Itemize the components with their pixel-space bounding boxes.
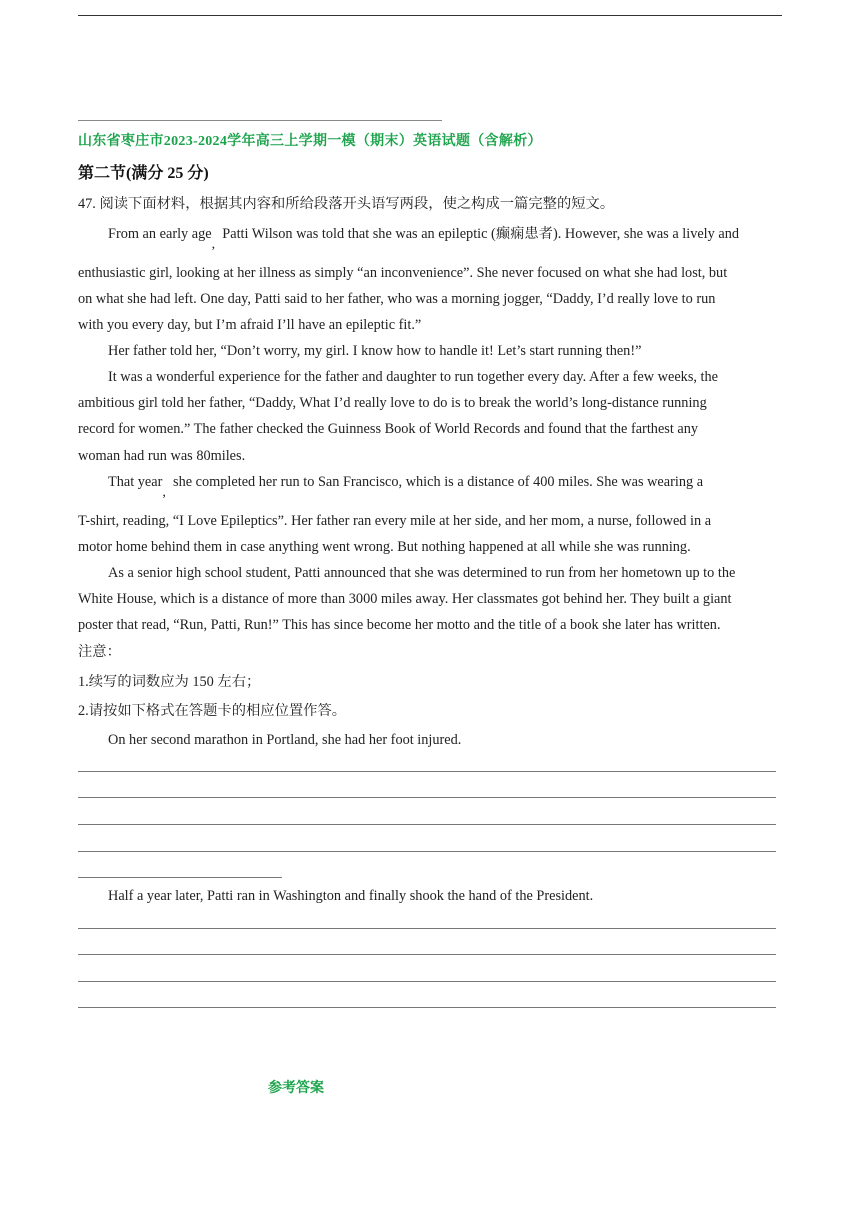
passage-line: White House, which is a distance of more than 3000 miles away. Her classmates got behind her. They built a giant — [78, 591, 732, 607]
writing-line[interactable] — [78, 1007, 776, 1008]
passage-line: woman had run was 80miles. — [78, 448, 246, 464]
writing-line[interactable] — [78, 824, 776, 825]
writing-line[interactable] — [78, 877, 282, 878]
notes-label: 注意： — [78, 644, 121, 660]
stray-comma: , — [211, 237, 216, 252]
writing-line[interactable] — [78, 954, 776, 955]
header-rule — [78, 15, 782, 16]
passage-fragment: That year — [108, 474, 163, 490]
note-item: 2.请按如下格式在答题卡的相应位置作答。 — [78, 703, 347, 719]
passage-fragment: From an early age — [108, 226, 212, 242]
question-instruction: 47. 阅读下面材料，根据其内容和所给段落开头语写两段，使之构成一篇完整的短文。 — [78, 196, 615, 212]
passage-line: poster that read, “Run, Patti, Run!” This has since become her motto and the title of a book she later has written. — [78, 617, 721, 633]
passage-line: It was a wonderful experience for the father and daughter to run together every day. After a few weeks, the — [108, 369, 718, 385]
note-item: 1.续写的词数应为 150 左右； — [78, 674, 261, 690]
passage-line: record for women.” The father checked the Guinness Book of World Records and found that the farthest any — [78, 421, 699, 437]
passage-line: with you every day, but I’m afraid I’ll have an epileptic fit.” — [78, 317, 422, 333]
passage-fragment: Patti Wilson was told that she was an epileptic (癫痫患者). However, she was a lively and — [222, 226, 740, 242]
passage-line: T-shirt, reading, “I Love Epileptics”. Her father ran every mile at her side, and her mom, a nurse, followed in a — [78, 513, 712, 529]
stray-comma: , — [162, 485, 166, 500]
writing-line[interactable] — [78, 981, 776, 982]
passage-line: As a senior high school student, Patti announced that she was determined to run from her hometown up to the — [108, 565, 736, 581]
writing-line[interactable] — [78, 771, 776, 772]
paragraph-starter-1: On her second marathon in Portland, she had her foot injured. — [108, 732, 462, 748]
passage-line — [108, 472, 782, 500]
writing-line[interactable] — [78, 851, 776, 852]
writing-line[interactable] — [78, 928, 776, 929]
passage-line: Her father told her, “Don’t worry, my girl. I know how to handle it! Let’s start running then!” — [108, 343, 642, 359]
passage-line: enthusiastic girl, looking at her illness as simply “an inconvenience”. She never focused on what she had lost, but — [78, 265, 728, 281]
writing-line[interactable] — [78, 797, 776, 798]
answer-label: 参考答案 — [268, 1081, 324, 1096]
passage-line: ambitious girl told her father, “Daddy, What I’d really love to do is to break the world’s long-distance running — [78, 395, 707, 411]
section-title: 第二节(满分 25 分) — [78, 165, 209, 182]
passage-line — [108, 224, 782, 252]
paragraph-starter-2: Half a year later, Patti ran in Washington and finally shook the hand of the President. — [108, 888, 594, 904]
passage-line: on what she had left. One day, Patti said to her father, who was a morning jogger, “Daddy, I’d really love to run — [78, 291, 716, 307]
source-title: 山东省枣庄市2023-2024学年高三上学期一模（期末）英语试题（含解析） — [78, 134, 542, 149]
passage-line: motor home behind them in case anything went wrong. But nothing happened at all while she was running. — [78, 539, 691, 555]
passage-fragment: she completed her run to San Francisco, which is a distance of 400 miles. She was wearing a — [173, 474, 704, 490]
source-rule — [78, 120, 442, 121]
